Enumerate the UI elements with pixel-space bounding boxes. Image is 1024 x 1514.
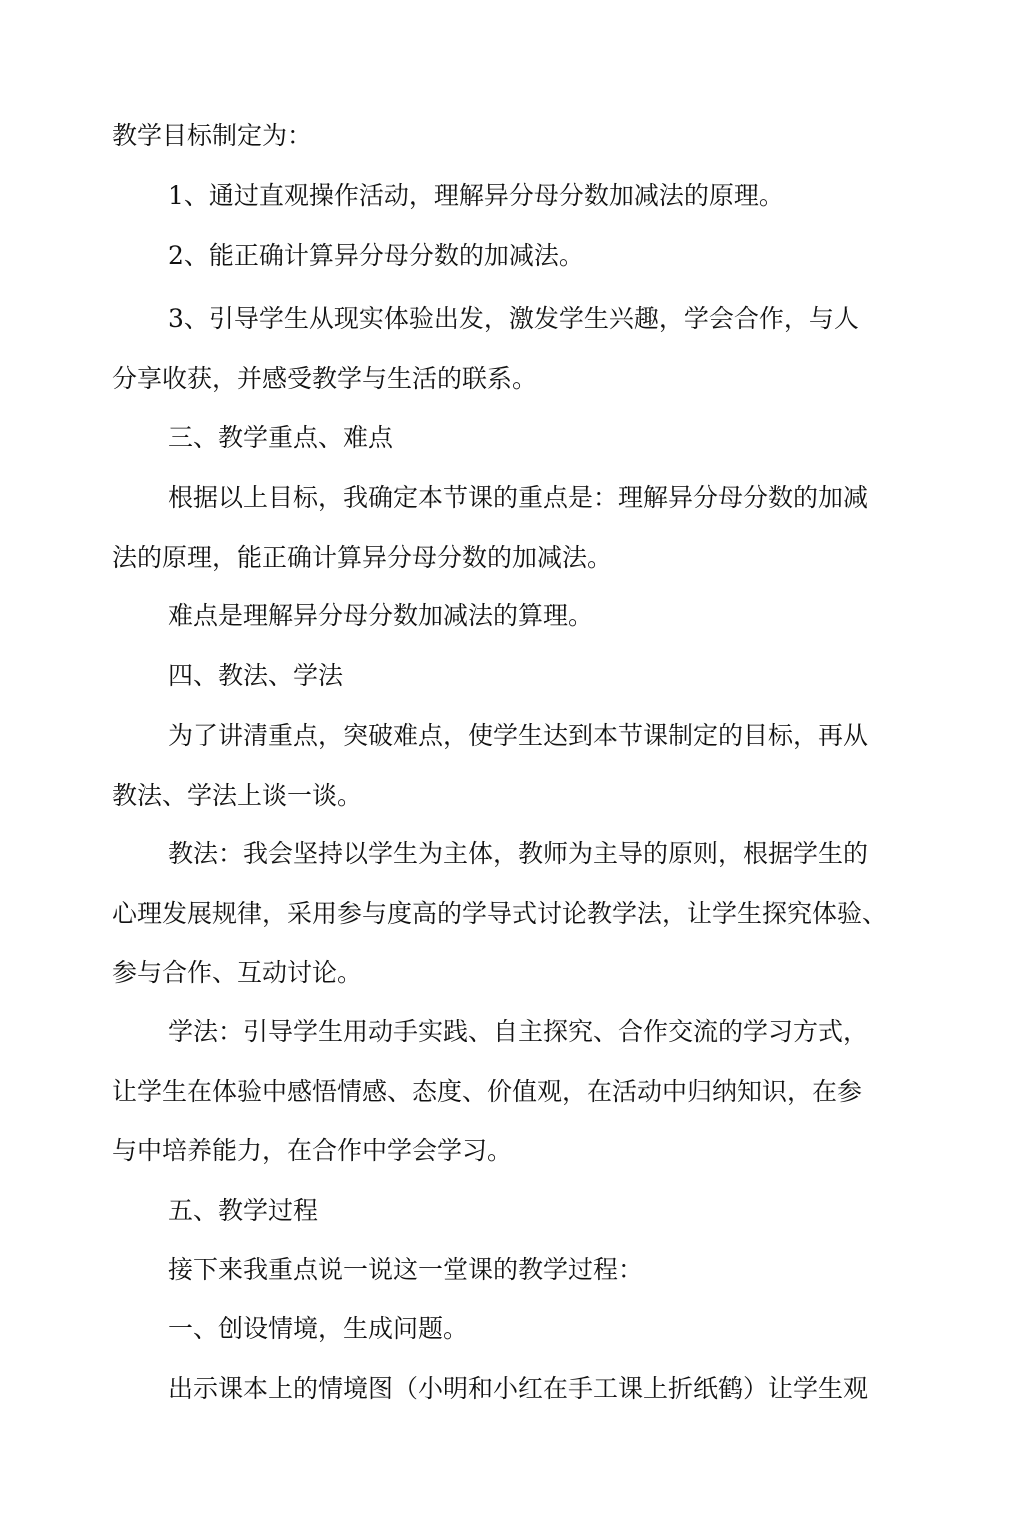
subsection-heading-scenario: 一、创设情境，生成问题。: [168, 1314, 469, 1343]
text-line-key-points: 根据以上目标，我确定本节课的重点是：理解异分母分数的加减: [168, 483, 869, 512]
text-line-learning-method: 学法：引导学生用动手实践、自主探究、合作交流的学习方式，: [168, 1017, 869, 1046]
text-line-methods-intro: 为了讲清重点，突破难点，使学生达到本节课制定的目标，再从: [168, 721, 869, 750]
text-line-scenario: 出示课本上的情境图（小明和小红在手工课上折纸鹤）让学生观: [168, 1374, 869, 1403]
text-line-objective-2: 2、能正确计算异分母分数的加减法。: [168, 241, 584, 270]
text-line-objective-3-cont: 分享收获，并感受教学与生活的联系。: [112, 364, 538, 393]
text-line-learning-method-cont-2: 与中培养能力，在合作中学会学习。: [112, 1136, 513, 1165]
section-heading-process: 五、教学过程: [168, 1196, 319, 1225]
text-line-methods-intro-cont: 教法、学法上谈一谈。: [112, 781, 363, 810]
text-line-objective-1: 1、通过直观操作活动，理解异分母分数加减法的原理。: [168, 181, 784, 210]
text-line-teaching-method-cont-2: 参与合作、互动讨论。: [112, 958, 363, 987]
text-line-key-points-cont: 法的原理，能正确计算异分母分数的加减法。: [112, 543, 613, 572]
text-line-teaching-method: 教法：我会坚持以学生为主体，教师为主导的原则，根据学生的: [168, 839, 869, 868]
text-line-objective-3: 3、引导学生从现实体验出发，激发学生兴趣，学会合作，与人: [168, 304, 859, 333]
section-heading-methods: 四、教法、学法: [168, 661, 344, 690]
text-line-learning-method-cont-1: 让学生在体验中感悟情感、态度、价值观，在活动中归纳知识，在参: [112, 1077, 863, 1106]
section-heading-key-points: 三、教学重点、难点: [168, 423, 394, 452]
text-line-process-intro: 接下来我重点说一说这一堂课的教学过程：: [168, 1255, 644, 1284]
text-line-teaching-method-cont-1: 心理发展规律，采用参与度高的学导式讨论教学法，让学生探究体验、: [112, 899, 888, 928]
text-line-difficulty: 难点是理解异分母分数加减法的算理。: [168, 601, 594, 630]
text-line-objectives-intro: 教学目标制定为：: [112, 121, 313, 150]
